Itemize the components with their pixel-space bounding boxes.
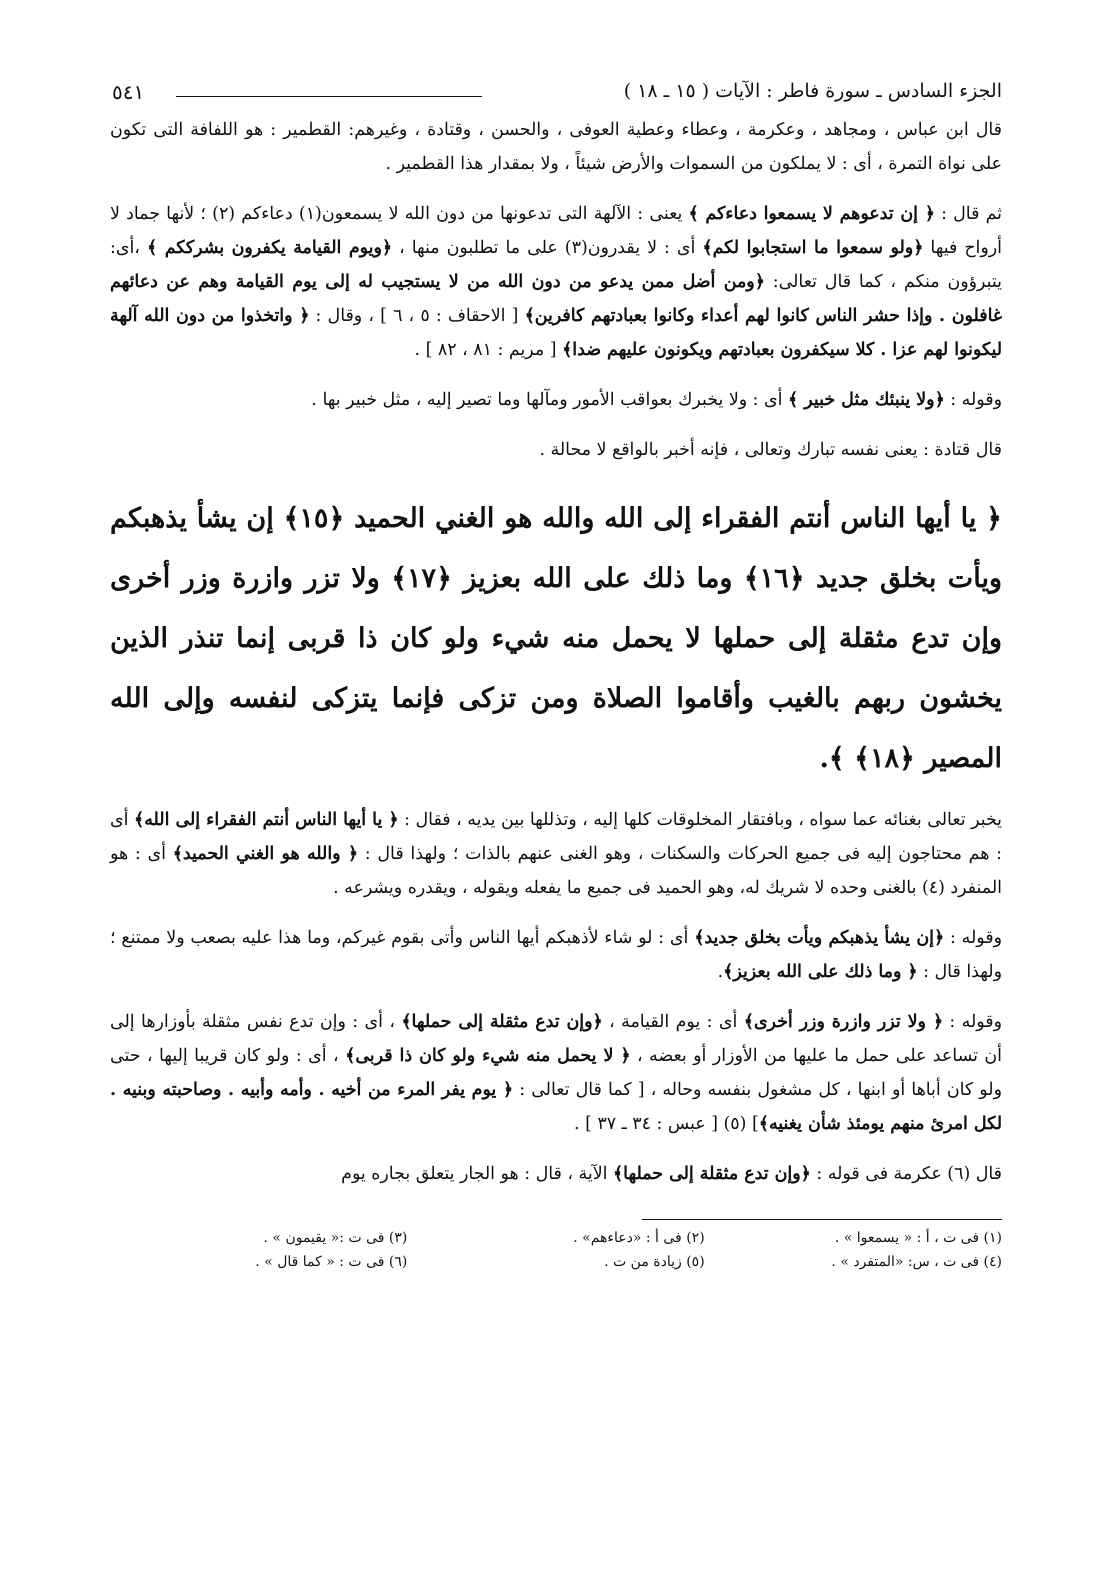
page-number: ٥٤١ xyxy=(112,80,145,104)
text-run: وقوله : xyxy=(944,928,1002,948)
footnote-row xyxy=(110,1226,1002,1250)
text-run: وقوله : xyxy=(943,1012,1003,1032)
commentary-block-2 xyxy=(110,803,1002,1191)
quran-quote: ﴿ويوم القيامة يكفرون بشرككم ﴾ xyxy=(146,238,393,258)
text-run: . xyxy=(717,962,724,982)
paragraph xyxy=(110,1005,1002,1141)
footnote: (٣) فى ت :« يقيمون » . xyxy=(263,1230,408,1246)
quran-quote: ﴿ واتخذوا من دون الله آلهة ليكونوا لهم عزا . كلا سيكفرون بعبادتهم ويكونون عليهم ضدا﴾ xyxy=(110,306,1002,360)
quran-quote: ﴿ ولا تزر وازرة وزر أخرى﴾ xyxy=(743,1012,944,1032)
text-run: ثم قال : xyxy=(934,204,1002,224)
footnote: (٢) فى أ : «دعاءهم» . xyxy=(573,1230,705,1246)
text-run: أى : هو المنفرد (٤) بالغنى وحده لا شريك له، وهو الحميد فى جميع ما يفعله ويقوله ، ويقدره ويشرعه . xyxy=(110,844,1002,898)
text-run: يخبر تعالى بغنائه عما سواه ، وبافتقار المخلوقات كلها إليه ، وتذللها بين يديه ، فقال : xyxy=(398,810,1003,830)
quran-quote: ﴿إن يشأ يذهبكم ويأت بخلق جديد﴾ xyxy=(694,928,945,948)
commentary-block-1 xyxy=(110,113,1002,467)
footnote: (٦) فى ت : « كما قال » . xyxy=(255,1254,408,1270)
text-run: أى : هم محتاجون إليه فى جميع الحركات والسكنات ، وهو الغنى عنهم بالذات ؛ ولهذا قال : xyxy=(110,810,1002,864)
footnote-rule xyxy=(642,1219,1002,1220)
quran-quote: ﴿ إن تدعوهم لا يسمعوا دعاءكم ﴾ xyxy=(688,204,935,224)
quran-quote: ﴿ والله هو الغني الحميد﴾ xyxy=(172,844,359,864)
paragraph xyxy=(110,1157,1002,1191)
paragraph xyxy=(110,921,1002,989)
paragraph xyxy=(110,197,1002,367)
verse-block: ﴿ يا أيها الناس أنتم الفقراء إلى الله والله هو الغني الحميد ﴿١٥﴾ إن يشأ يذهبكم ويأت بخلق جديد ﴿١٦﴾ وما ذلك على الله بعزيز ﴿١٧﴾ ولا تزر وازرة وزر أخرى وإن تدع مثقلة إلى حملها لا يحمل منه شيء ولو كان ذا قربى إنما تنذر الذين يخشون ربهم بالغيب وأقاموا الصلاة ومن تزكى فإنما يتزكى لنفسه وإلى الله المصير ﴿١٨﴾ ﴾. xyxy=(110,503,1002,774)
text-run: ،أى: يتبرؤون منكم ، كما قال تعالى: xyxy=(110,238,1002,292)
quran-quote: ﴿وإن تدع مثقلة إلى حملها﴾ xyxy=(401,1012,603,1032)
text-run: أى : يوم القيامة ، xyxy=(602,1012,744,1032)
quran-quote: ﴿ولا ينبئك مثل خبير ﴾ xyxy=(788,390,945,410)
footnote: (١) فى ت ، أ : « يسمعوا » . xyxy=(834,1230,1002,1246)
text-run: أى : ولا يخبرك بعواقب الأمور ومآلها وما تصير إليه ، مثل خبير بها . xyxy=(311,390,789,410)
text-run: وقوله : xyxy=(944,390,1002,410)
quran-quote: ﴿ومن أضل ممن يدعو من دون الله من لا يستجيب له إلى يوم القيامة وهم عن دعائهم غافلون . وإذا حشر الناس كانوا لهم أعداء وكانوا بعبادتهم كافرين﴾ xyxy=(110,272,1003,326)
quran-quote: ﴿ يوم يفر المرء من أخيه . وأمه وأبيه . وصاحبته وبنيه . لكل امرئ منهم يومئذ شأن يغنيه﴾ xyxy=(110,1080,1002,1134)
running-header xyxy=(110,78,1002,113)
footnote: (٤) فى ت ، س: «المتفرد » . xyxy=(831,1254,1002,1270)
text-run: الآية ، قال : هو الجار يتعلق بجاره يوم xyxy=(341,1164,613,1184)
text-run: قال ابن عباس ، ومجاهد ، وعكرمة ، وعطاء وعطية العوفى ، والحسن ، وقتادة ، وغيرهم: القطمير : هو اللفافة التى تكون على نواة التمرة ، أى : لا يملكون من السموات والأرض شيئاً ، ولا بمقدار هذا القطمير . xyxy=(110,120,1002,174)
header-rule xyxy=(176,96,482,97)
text-run: ، أى : ولو كان قريبا إليها ، حتى ولو كان أباها أو ابنها ، كل مشغول بنفسه وحاله ، [ كما قال تعالى : xyxy=(110,1046,1002,1100)
text-run: ، أى : وإن تدع نفس مثقلة بأوزارها إلى أن تساعد على حمل ما عليها من الأوزار أو بعضه ، xyxy=(110,1012,1002,1066)
header-title: الجزء السادس ـ سورة فاطر : الآيات ( ١٥ ـ ١٨ ) xyxy=(623,80,1002,102)
text-run: قال (٦) عكرمة فى قوله : xyxy=(810,1164,1002,1184)
paragraph xyxy=(110,113,1002,181)
footnote-row xyxy=(110,1250,1002,1274)
text-run: ] (٥) [ عبس : ٣٤ ـ ٣٧ ] . xyxy=(574,1114,759,1134)
paragraph xyxy=(110,383,1002,417)
quran-quote: ﴿وإن تدع مثقلة إلى حملها﴾ xyxy=(612,1164,811,1184)
quran-quote: ﴿ لا يحمل منه شيء ولو كان ذا قربى﴾ xyxy=(345,1046,631,1066)
footnotes xyxy=(110,1226,1002,1274)
quran-quote: ﴿ولو سمعوا ما استجابوا لكم﴾ xyxy=(702,238,924,258)
text-run: [ مريم : ٨١ ، ٨٢ ] . xyxy=(414,340,563,360)
paragraph xyxy=(110,433,1002,467)
text-run: [ الاحقاف : ٥ ، ٦ ] ، وقال : xyxy=(309,306,525,326)
footnote: (٥) زيادة من ت . xyxy=(604,1254,705,1270)
text-run: أى : لو شاء لأذهبكم أيها الناس وأتى بقوم غيركم، وما هذا عليه بصعب ولا ممتنع ؛ ولهذا قال : xyxy=(110,928,1002,982)
text-run: أى : لا يقدرون(٣) على ما تطلبون منها ، xyxy=(392,238,703,258)
text-run: قال قتادة : يعنى نفسه تبارك وتعالى ، فإنه أخبر بالواقع لا محالة . xyxy=(539,440,1002,460)
text-run: يعنى : الآلهة التى تدعونها من دون الله لا يسمعون(١) دعاءكم (٢) ؛ لأنها جماد لا أرواح فيها xyxy=(110,204,1002,258)
quran-quote: ﴿ وما ذلك على الله بعزيز﴾ xyxy=(723,962,918,982)
quran-quote: ﴿ يا أيها الناس أنتم الفقراء إلى الله﴾ xyxy=(134,810,399,830)
paragraph xyxy=(110,803,1002,905)
